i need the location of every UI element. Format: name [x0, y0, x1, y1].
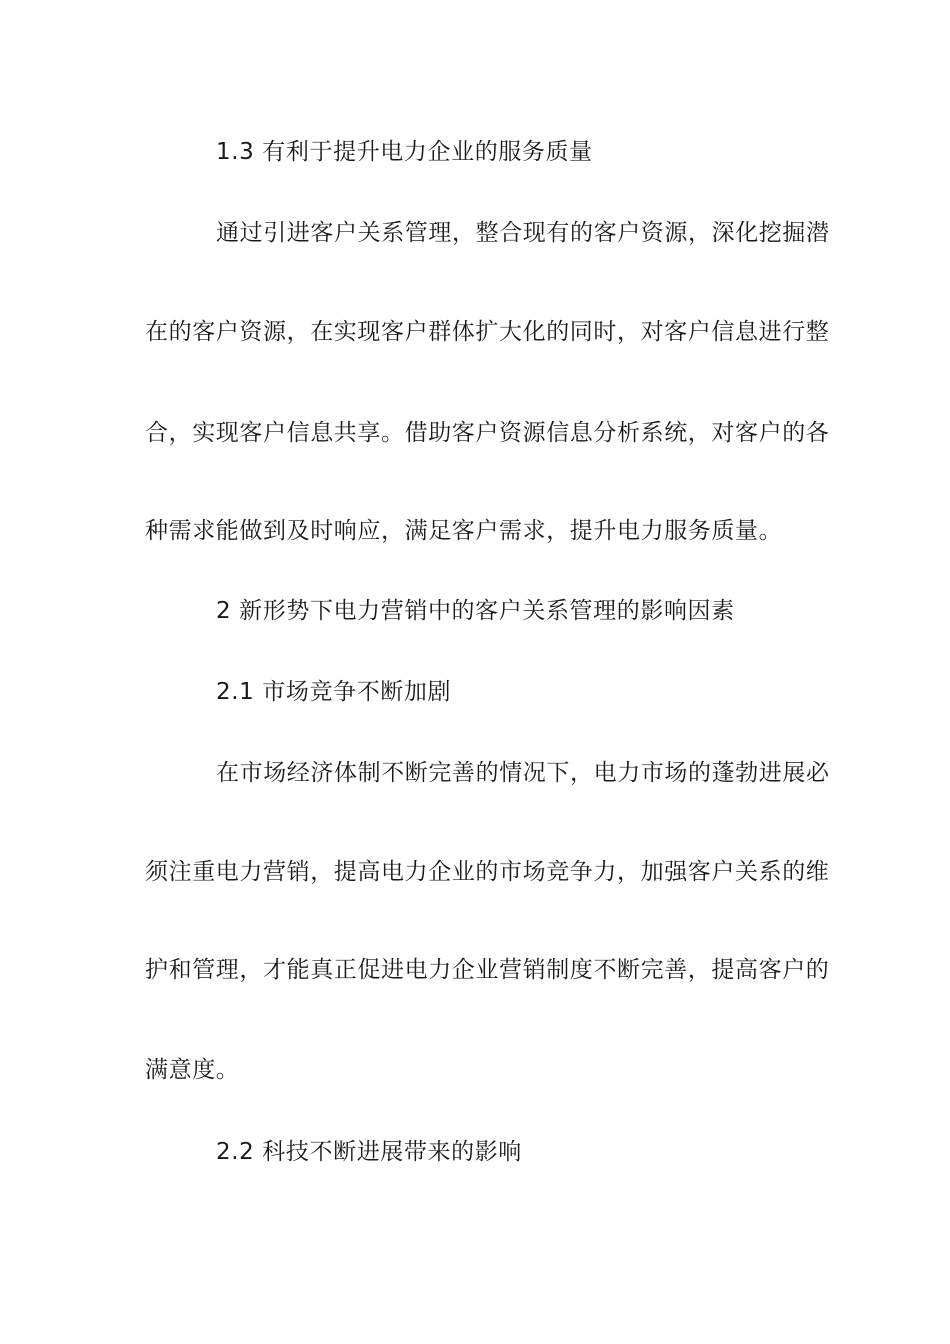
section-heading-2-1: 2.1 市场竞争不断加剧	[216, 679, 452, 705]
paragraph-line: 在市场经济体制不断完善的情况下，电力市场的蓬勃进展必	[216, 760, 830, 786]
paragraph-line: 在的客户资源，在实现客户群体扩大化的同时，对客户信息进行整	[145, 319, 830, 345]
paragraph-line: 合，实现客户信息共享。借助客户资源信息分析系统，对客户的各	[145, 420, 830, 446]
paragraph-line: 须注重电力营销，提高电力企业的市场竞争力，加强客户关系的维	[145, 859, 830, 885]
paragraph-line: 种需求能做到及时响应，满足客户需求，提升电力服务质量。	[145, 518, 783, 544]
section-heading-2: 2 新形势下电力营销中的客户关系管理的影响因素	[216, 598, 735, 624]
paragraph-line: 通过引进客户关系管理，整合现有的客户资源，深化挖掘潜	[216, 220, 830, 246]
paragraph-line: 满意度。	[145, 1057, 240, 1083]
section-heading-1-3: 1.3 有利于提升电力企业的服务质量	[216, 139, 593, 165]
section-heading-2-2: 2.2 科技不断进展带来的影响	[216, 1139, 522, 1165]
paragraph-line: 护和管理，才能真正促进电力企业营销制度不断完善，提高客户的	[145, 957, 830, 983]
